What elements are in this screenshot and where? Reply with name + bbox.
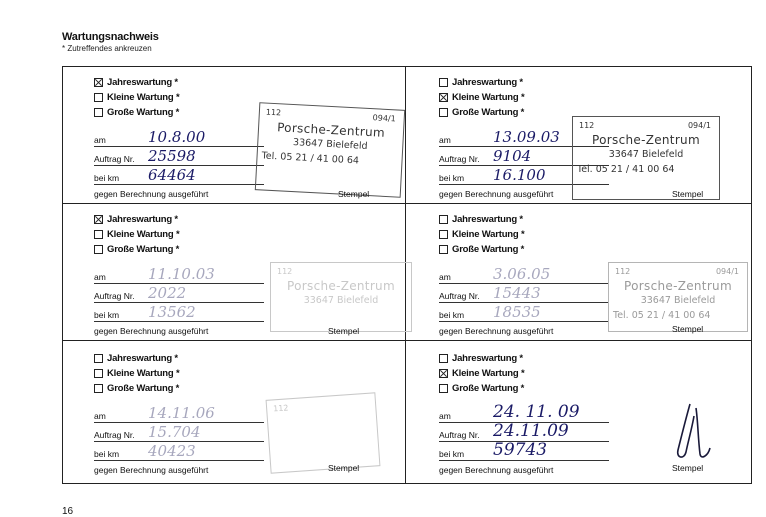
label-jahreswartung: Jahreswartung * bbox=[452, 353, 523, 364]
checkbox-kleine-wartung[interactable] bbox=[94, 230, 103, 239]
stamp-city: 33647 Bielefeld bbox=[303, 295, 379, 306]
km-label: bei km bbox=[439, 310, 465, 320]
signature bbox=[668, 398, 718, 472]
date-label: am bbox=[439, 135, 451, 145]
label-grosse-wartung: Große Wartung * bbox=[107, 383, 180, 394]
label-kleine-wartung: Kleine Wartung * bbox=[107, 92, 180, 103]
stamp-number: 112 bbox=[579, 121, 595, 130]
date-field[interactable] bbox=[439, 265, 609, 284]
km-label: bei km bbox=[94, 173, 120, 183]
label-jahreswartung: Jahreswartung * bbox=[107, 353, 178, 364]
km-field[interactable] bbox=[94, 166, 264, 185]
km-value: 40423 bbox=[148, 442, 196, 460]
checkbox-jahreswartung[interactable] bbox=[439, 354, 448, 363]
stamp-label: Stempel bbox=[328, 326, 360, 336]
billing-note: gegen Berechnung ausgeführt bbox=[439, 465, 554, 475]
stamp-label: Stempel bbox=[672, 324, 704, 334]
order-label: Auftrag Nr. bbox=[439, 154, 480, 164]
date-label: am bbox=[94, 272, 106, 282]
checkbox-jahreswartung[interactable] bbox=[439, 78, 448, 87]
label-jahreswartung: Jahreswartung * bbox=[452, 77, 523, 88]
dealer-stamp bbox=[572, 116, 720, 200]
label-jahreswartung: Jahreswartung * bbox=[107, 77, 178, 88]
date-label: am bbox=[439, 272, 451, 282]
dealer-stamp bbox=[255, 102, 405, 198]
km-field[interactable] bbox=[94, 442, 264, 461]
order-field[interactable] bbox=[94, 423, 264, 442]
stamp-name: Porsche-Zentrum bbox=[592, 133, 700, 147]
km-field[interactable] bbox=[439, 440, 609, 461]
date-value: 14.11.06 bbox=[148, 404, 215, 422]
checkbox-jahreswartung[interactable] bbox=[439, 215, 448, 224]
date-value: 13.09.03 bbox=[493, 128, 560, 146]
km-label: bei km bbox=[439, 449, 465, 459]
date-label: am bbox=[94, 411, 106, 421]
stamp-tel: Tel. 05 21 / 41 00 64 bbox=[261, 150, 360, 167]
km-value: 13562 bbox=[148, 303, 196, 321]
billing-note: gegen Berechnung ausgeführt bbox=[439, 189, 554, 199]
stamp-tel: Tel. 05 21 / 41 00 64 bbox=[577, 164, 675, 175]
label-kleine-wartung: Kleine Wartung * bbox=[452, 229, 525, 240]
stamp-number: 112 bbox=[277, 267, 293, 276]
checkbox-grosse-wartung[interactable] bbox=[439, 245, 448, 254]
stamp-city: 33647 Bielefeld bbox=[640, 295, 716, 306]
date-field[interactable] bbox=[94, 404, 264, 423]
label-jahreswartung: Jahreswartung * bbox=[107, 214, 178, 225]
stamp-label: Stempel bbox=[338, 189, 370, 199]
km-label: bei km bbox=[94, 449, 120, 459]
label-grosse-wartung: Große Wartung * bbox=[107, 244, 180, 255]
label-grosse-wartung: Große Wartung * bbox=[452, 107, 525, 118]
label-kleine-wartung: Kleine Wartung * bbox=[107, 368, 180, 379]
page-subtitle: * Zutreffendes ankreuzen bbox=[62, 44, 152, 53]
order-label: Auftrag Nr. bbox=[439, 291, 480, 301]
checkbox-jahreswartung[interactable] bbox=[94, 78, 103, 87]
checkbox-grosse-wartung[interactable] bbox=[94, 108, 103, 117]
km-value: 18535 bbox=[493, 303, 541, 321]
stamp-code: 094/1 bbox=[372, 113, 396, 124]
date-value: 24. 11. 09 bbox=[493, 402, 580, 422]
order-value: 25598 bbox=[148, 147, 196, 165]
checkbox-grosse-wartung[interactable] bbox=[439, 108, 448, 117]
label-grosse-wartung: Große Wartung * bbox=[452, 383, 525, 394]
order-value: 24.11.09 bbox=[493, 421, 569, 441]
checkbox-jahreswartung[interactable] bbox=[94, 215, 103, 224]
stamp-city: 33647 Bielefeld bbox=[608, 149, 684, 160]
date-label: am bbox=[94, 135, 106, 145]
order-label: Auftrag Nr. bbox=[439, 430, 480, 440]
stamp-number: 112 bbox=[615, 267, 631, 276]
order-label: Auftrag Nr. bbox=[94, 430, 135, 440]
checkbox-grosse-wartung[interactable] bbox=[94, 384, 103, 393]
page-title: Wartungsnachweis bbox=[62, 31, 159, 43]
order-field[interactable] bbox=[94, 284, 264, 303]
stamp-label: Stempel bbox=[672, 463, 704, 473]
km-label: bei km bbox=[94, 310, 120, 320]
checkbox-kleine-wartung[interactable] bbox=[94, 93, 103, 102]
label-jahreswartung: Jahreswartung * bbox=[452, 214, 523, 225]
order-value: 15.704 bbox=[148, 423, 201, 441]
stamp-city: 33647 Bielefeld bbox=[292, 137, 368, 152]
page-number: 16 bbox=[62, 506, 74, 517]
date-label: am bbox=[439, 411, 451, 421]
checkbox-kleine-wartung[interactable] bbox=[94, 369, 103, 378]
label-grosse-wartung: Große Wartung * bbox=[452, 244, 525, 255]
order-value: 15443 bbox=[493, 284, 541, 302]
order-label: Auftrag Nr. bbox=[94, 291, 135, 301]
checkbox-jahreswartung[interactable] bbox=[94, 354, 103, 363]
stamp-label: Stempel bbox=[328, 463, 360, 473]
billing-note: gegen Berechnung ausgeführt bbox=[94, 465, 209, 475]
checkbox-grosse-wartung[interactable] bbox=[94, 245, 103, 254]
km-value: 64464 bbox=[148, 166, 196, 184]
date-field[interactable] bbox=[94, 128, 264, 147]
order-field[interactable] bbox=[439, 284, 609, 303]
billing-note: gegen Berechnung ausgeführt bbox=[439, 326, 554, 336]
stamp-tel: Tel. 05 21 / 41 00 64 bbox=[613, 310, 711, 321]
km-value: 59743 bbox=[493, 440, 548, 460]
dealer-stamp-faint bbox=[270, 262, 412, 332]
km-value: 16.100 bbox=[493, 166, 546, 184]
checkbox-kleine-wartung[interactable] bbox=[439, 369, 448, 378]
billing-note: gegen Berechnung ausgeführt bbox=[94, 189, 209, 199]
km-field[interactable] bbox=[439, 303, 609, 322]
date-value: 11.10.03 bbox=[148, 265, 215, 283]
order-label: Auftrag Nr. bbox=[94, 154, 135, 164]
km-label: bei km bbox=[439, 173, 465, 183]
date-value: 3.06.05 bbox=[493, 265, 551, 283]
checkbox-grosse-wartung[interactable] bbox=[439, 384, 448, 393]
stamp-name: Porsche-Zentrum bbox=[287, 279, 395, 293]
stamp-code: 094/1 bbox=[715, 267, 739, 276]
dealer-stamp-faint bbox=[266, 392, 381, 473]
billing-note: gegen Berechnung ausgeführt bbox=[94, 326, 209, 336]
checkbox-kleine-wartung[interactable] bbox=[439, 230, 448, 239]
label-kleine-wartung: Kleine Wartung * bbox=[452, 368, 525, 379]
stamp-name: Porsche-Zentrum bbox=[624, 279, 732, 293]
order-value: 2022 bbox=[148, 284, 187, 302]
order-value: 9104 bbox=[493, 147, 532, 165]
dealer-stamp-faint bbox=[608, 262, 748, 332]
km-field[interactable] bbox=[94, 303, 264, 322]
label-grosse-wartung: Große Wartung * bbox=[107, 107, 180, 118]
label-kleine-wartung: Kleine Wartung * bbox=[107, 229, 180, 240]
order-field[interactable] bbox=[94, 147, 264, 166]
stamp-label: Stempel bbox=[672, 189, 704, 199]
date-field[interactable] bbox=[94, 265, 264, 284]
stamp-code: 094/1 bbox=[687, 121, 711, 130]
stamp-number: 112 bbox=[272, 403, 289, 414]
stamp-name: Porsche-Zentrum bbox=[276, 120, 386, 140]
label-kleine-wartung: Kleine Wartung * bbox=[452, 92, 525, 103]
date-value: 10.8.00 bbox=[148, 128, 206, 146]
checkbox-kleine-wartung[interactable] bbox=[439, 93, 448, 102]
stamp-number: 112 bbox=[265, 107, 282, 118]
